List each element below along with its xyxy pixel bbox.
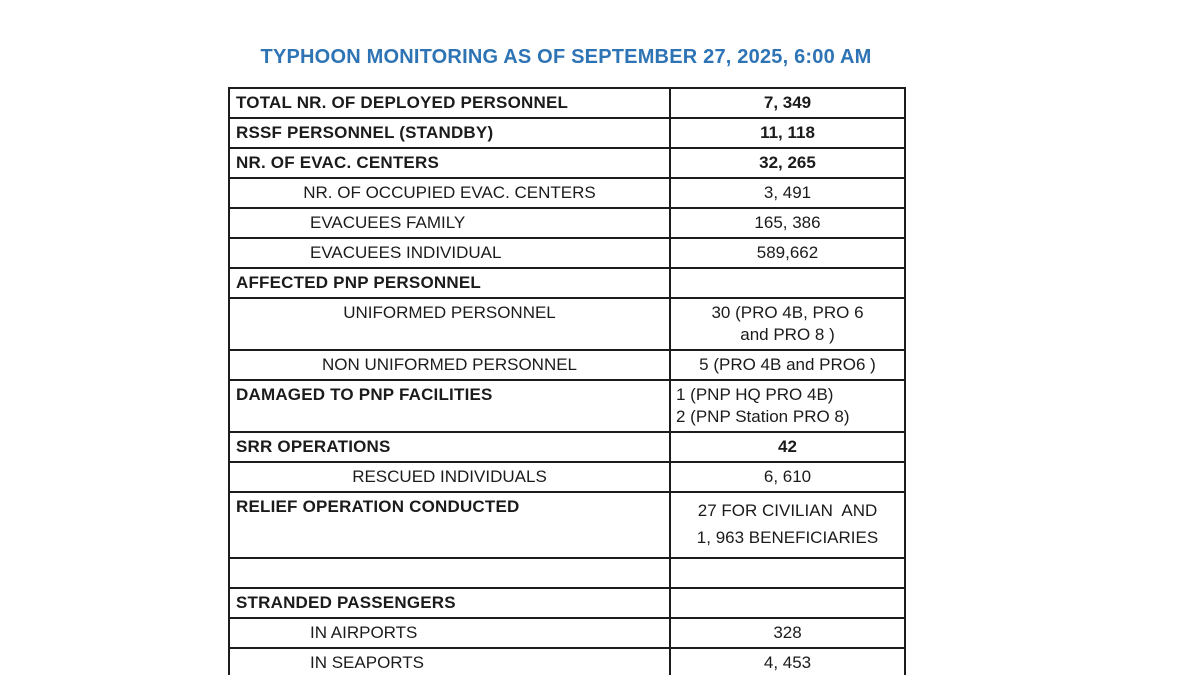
row-value (670, 178, 905, 208)
row-value-line: 30 (PRO 4B, PRO 6 (711, 303, 864, 322)
row-label: TOTAL NR. OF DEPLOYED PERSONNEL (229, 88, 670, 118)
row-label: UNIFORMED PERSONNEL (229, 298, 670, 350)
row-value (670, 118, 905, 148)
table-row (229, 148, 905, 178)
row-label: NR. OF EVAC. CENTERS (229, 148, 670, 178)
row-label: NON UNIFORMED PERSONNEL (229, 350, 670, 380)
monitoring-report (228, 44, 904, 675)
monitoring-table (228, 87, 906, 675)
row-value-line: 5 (PRO 4B and PRO6 ) (699, 355, 876, 374)
row-value-line: 2 (PNP Station PRO 8) (676, 407, 850, 426)
row-label: DAMAGED TO PNP FACILITIES (229, 380, 670, 432)
row-value-line: 4, 453 (763, 653, 812, 672)
row-value (670, 238, 905, 268)
row-label: IN SEAPORTS (229, 648, 670, 675)
table-row (229, 432, 905, 462)
row-label: RSSF PERSONNEL (STANDBY) (229, 118, 670, 148)
row-value-line: 11, 118 (760, 123, 815, 142)
table-row (229, 208, 905, 238)
row-label: NR. OF OCCUPIED EVAC. CENTERS (229, 178, 670, 208)
row-value-line: 3, 491 (763, 183, 812, 202)
table-row (229, 298, 905, 350)
row-value-line: 1, 963 BENEFICIARIES (696, 528, 879, 547)
row-label: AFFECTED PNP PERSONNEL (229, 268, 670, 298)
row-label: RELIEF OPERATION CONDUCTED (229, 492, 670, 558)
table-row (229, 558, 905, 588)
table-row (229, 618, 905, 648)
row-label: RESCUED INDIVIDUALS (229, 462, 670, 492)
row-label: SRR OPERATIONS (229, 432, 670, 462)
row-value (670, 208, 905, 238)
table-row (229, 268, 905, 298)
row-value (670, 462, 905, 492)
row-value-line: 328 (773, 623, 802, 642)
row-value-line: 165, 386 (754, 213, 821, 232)
monitoring-table-body (229, 88, 905, 675)
row-value (670, 268, 905, 298)
table-row (229, 178, 905, 208)
row-value (670, 648, 905, 675)
row-value (670, 558, 905, 588)
table-row (229, 118, 905, 148)
row-value-line: 589,662 (756, 243, 819, 262)
row-value-line: 6, 610 (763, 467, 812, 486)
row-value-line: 32, 265 (759, 153, 816, 172)
row-value (670, 88, 905, 118)
row-value (670, 492, 905, 558)
table-row (229, 88, 905, 118)
table-row (229, 238, 905, 268)
page-title: TYPHOON MONITORING AS OF SEPTEMBER 27, 2025, 6:00 AM (260, 46, 872, 68)
row-value-line: and PRO 8 ) (740, 325, 835, 344)
table-row (229, 648, 905, 675)
row-label (229, 558, 670, 588)
row-label: EVACUEES INDIVIDUAL (229, 238, 670, 268)
table-row (229, 380, 905, 432)
row-value (670, 298, 905, 350)
row-value-line: 7, 349 (763, 93, 812, 112)
row-value-line: 1 (PNP HQ PRO 4B) (676, 385, 834, 404)
row-value (670, 588, 905, 618)
row-value (670, 380, 905, 432)
row-label: STRANDED PASSENGERS (229, 588, 670, 618)
row-value (670, 148, 905, 178)
row-label: EVACUEES FAMILY (229, 208, 670, 238)
row-value (670, 618, 905, 648)
row-label: IN AIRPORTS (229, 618, 670, 648)
table-row (229, 492, 905, 558)
table-row (229, 588, 905, 618)
row-value-line: 27 FOR CIVILIAN AND (697, 501, 878, 520)
table-row (229, 462, 905, 492)
row-value-line: 42 (778, 437, 797, 456)
row-value (670, 350, 905, 380)
row-value (670, 432, 905, 462)
table-row (229, 350, 905, 380)
